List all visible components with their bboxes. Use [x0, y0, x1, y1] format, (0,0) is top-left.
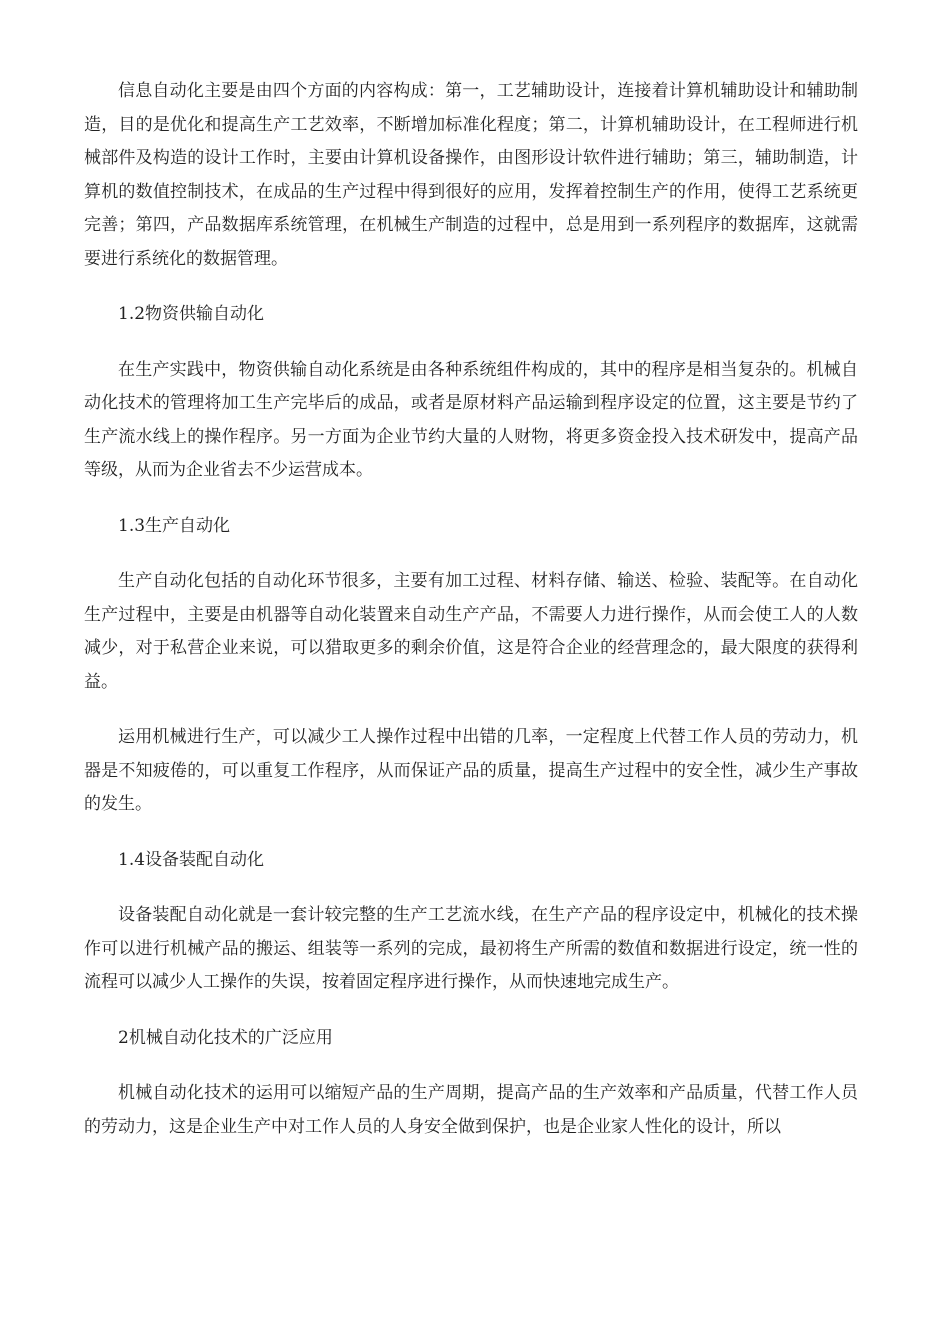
paragraph-assembly-automation: 设备装配自动化就是一套计较完整的生产工艺流水线，在生产产品的程序设定中，机械化的技术操作可以进行机械产品的搬运、组装等一系列的完成，最初将生产所需的数值和数据进行设定，统一性的流程可以减少人工操作的失误，按着固定程序进行操作，从而快速地完成生产。 [84, 905, 858, 992]
paragraph-material-supply: 在生产实践中，物资供输自动化系统是由各种系统组件构成的，其中的程序是相当复杂的。机械自动化技术的管理将加工生产完毕后的成品，或者是原材料产品运输到程序设定的位置，这主要是节约了生产流水线上的操作程序。另一方面为企业节约大量的人财物，将更多资金投入技术研发中，提高产品等级，从而为企业省去不少运营成本。 [84, 359, 858, 480]
paragraph-production-automation: 生产自动化包括的自动化环节很多，主要有加工过程、材料存储、输送、检验、装配等。在自动化生产过程中，主要是由机器等自动化装置来自动生产产品，不需要人力进行操作，从而会使工人的人数减少，对于私营企业来说，可以猎取更多的剩余价值，这是符合企业的经营理念的，最大限度的获得利益。 [84, 571, 858, 692]
section-heading-1-3: 1.3生产自动化 [118, 515, 231, 536]
section-heading-1-2: 1.2物资供输自动化 [118, 304, 265, 324]
paragraph-machine-production: 运用机械进行生产，可以减少工人操作过程中出错的几率，一定程度上代替工作人员的劳动力，机器是不知疲倦的，可以重复工作程序，从而保证产品的质量，提高生产过程中的安全性，减少生产事故的发生。 [84, 727, 858, 814]
section-heading-1-4: 1.4设备装配自动化 [118, 849, 265, 870]
paragraph-info-automation: 信息自动化主要是由四个方面的内容构成：第一，工艺辅助设计，连接着计算机辅助设计和辅助制造，目的是优化和提高生产工艺效率，不断增加标准化程度；第二，计算机辅助设计，在工程师进行机械部件及构造的设计工作时，主要由计算机设备操作，由图形设计软件进行辅助；第三，辅助制造，计算机的数值控制技术，在成品的生产过程中得到很好的应用，发挥着控制生产的作用，使得工艺系统更完善；第四，产品数据库系统管理，在机械生产制造的过程中，总是用到一系列程序的数据库，这就需要进行系统化的数据管理。 [84, 81, 858, 269]
section-heading-2: 2机械自动化技术的广泛应用 [118, 1027, 333, 1048]
paragraph-wide-application: 机械自动化技术的运用可以缩短产品的生产周期，提高产品的生产效率和产品质量，代替工作人员的劳动力，这是企业生产中对工作人员的人身安全做到保护，也是企业家人性化的设计，所以 [84, 1083, 858, 1137]
